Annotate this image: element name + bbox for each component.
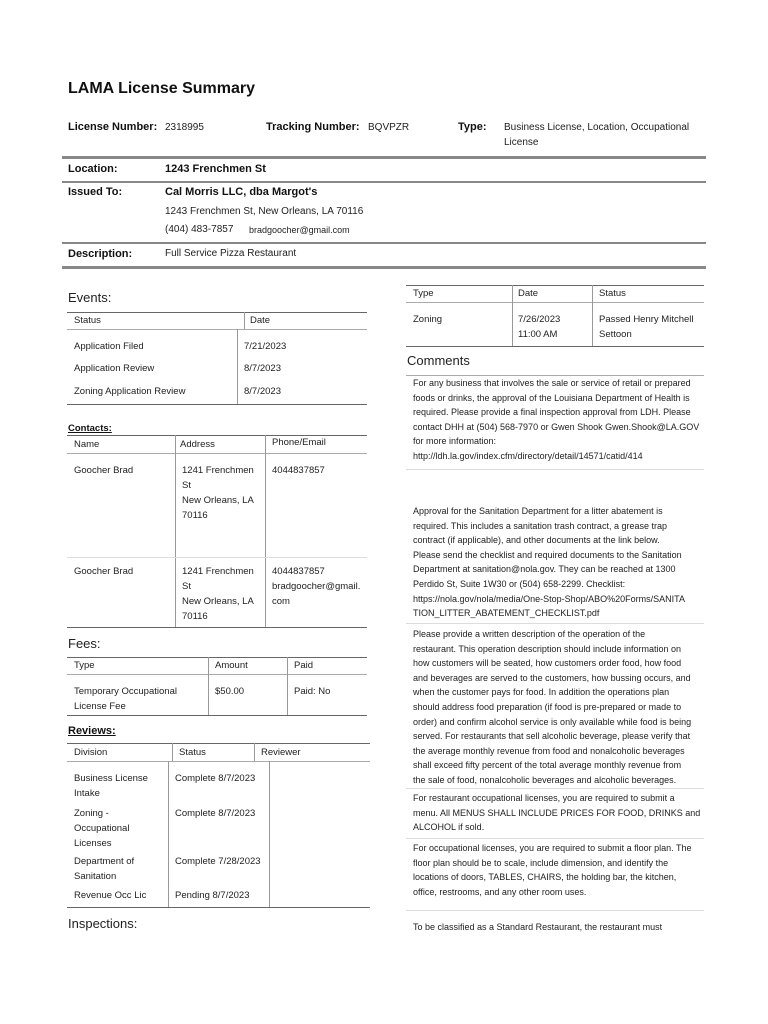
comment-menu: For restaurant occupational licenses, you are required to submit a menu. All MENUS SHALL INCLUDE PRICES FOR FOOD, DRINKS and ALCOHOL if sold. bbox=[413, 793, 701, 833]
page-title: LAMA License Summary bbox=[68, 80, 256, 97]
table-cell: 4044837857 bbox=[272, 465, 325, 476]
table-cell: 1241 Frenchmen bbox=[182, 566, 254, 577]
table-row: Application Review bbox=[74, 363, 155, 374]
events-header-date: Date bbox=[250, 315, 271, 326]
reviews-heading: Reviews: bbox=[68, 725, 116, 737]
events-heading: Events: bbox=[68, 290, 112, 305]
table-cell: 1241 Frenchmen bbox=[182, 465, 254, 476]
issued-to-address: 1243 Frenchmen St, New Orleans, LA 70116 bbox=[165, 206, 364, 217]
inspections-header-status: Status bbox=[599, 288, 626, 299]
table-cell: Temporary Occupational bbox=[74, 686, 177, 697]
fees-header-amount: Amount bbox=[215, 660, 248, 671]
location-label: Location: bbox=[68, 163, 118, 175]
table-cell: Licenses bbox=[74, 838, 112, 849]
divider bbox=[62, 156, 706, 159]
table-cell: St bbox=[182, 480, 191, 491]
reviews-header-division: Division bbox=[74, 747, 108, 758]
issued-to-label: Issued To: bbox=[68, 186, 123, 198]
fees-heading: Fees: bbox=[68, 636, 101, 651]
table-cell: 8/7/2023 bbox=[244, 363, 281, 374]
table-cell: Sanitation bbox=[74, 871, 117, 882]
description-label: Description: bbox=[68, 248, 133, 260]
table-cell: License Fee bbox=[74, 701, 126, 712]
table-cell: Business License bbox=[74, 773, 148, 784]
reviews-header-status: Status bbox=[179, 747, 206, 758]
inspections-header-type: Type bbox=[413, 288, 434, 299]
divider bbox=[62, 181, 706, 183]
table-cell: 11:00 AM bbox=[518, 329, 558, 340]
table-cell: Zoning - bbox=[74, 808, 109, 819]
divider bbox=[62, 242, 706, 244]
table-row bbox=[74, 684, 177, 714]
comment-sanitation: Approval for the Sanitation Department for a litter abatement is required. This includes a sanitation trash contract, a grease trap contract (if applicable), and other documents at the link below. Please send the checklist and required documents to the Sanitation Department at sanitation@nola.gov. They can be reached at 1300 Perdido St, Suite 1W30 or (504) 658-2299. Checklist: https://nola.gov/nola/media/One-Stop-Shop/ABO%20Forms/SANITA TION_LITTER_ABATEMENT_CHECKLIST.pdf bbox=[413, 506, 685, 619]
type-label: Type: bbox=[458, 121, 487, 133]
table-cell: Pending 8/7/2023 bbox=[175, 890, 250, 901]
contacts-header-name: Name bbox=[74, 439, 100, 450]
table-row: Goocher Brad bbox=[74, 465, 134, 476]
comment-floor-plan: For occupational licenses, you are required to submit a floor plan. The floor plan should be to scale, include dimension, and identify the locations of doors, TABLES, CHAIRS, the holding bar, the kitchen, office, restrooms, and any other room uses. bbox=[413, 843, 692, 897]
table-row: Zoning Application Review bbox=[74, 386, 186, 397]
contacts-heading: Contacts: bbox=[68, 423, 112, 434]
table-row: Application Filed bbox=[74, 341, 144, 352]
table-row: Revenue Occ Lic bbox=[74, 890, 147, 901]
table-cell: Complete 8/7/2023 bbox=[175, 773, 256, 784]
table-cell: Passed Henry Mitchell bbox=[599, 314, 694, 325]
contacts-header-phone: Phone/Email bbox=[272, 437, 326, 448]
table-cell: Occupational bbox=[74, 823, 130, 834]
issued-to-name: Cal Morris LLC, dba Margot's bbox=[165, 186, 318, 198]
issued-to-email: bradgoocher@gmail.com bbox=[249, 225, 350, 235]
inspections-header-date: Date bbox=[518, 288, 539, 299]
table-cell: 7/26/2023 bbox=[518, 314, 561, 325]
fees-header-paid: Paid bbox=[294, 660, 314, 671]
table-row: Goocher Brad bbox=[74, 566, 134, 577]
fees-header-type: Type bbox=[74, 660, 95, 671]
table-row bbox=[74, 806, 129, 851]
table-cell bbox=[182, 463, 254, 523]
table-cell: $50.00 bbox=[215, 686, 245, 697]
table-cell: 7/21/2023 bbox=[244, 341, 287, 352]
table-cell: com bbox=[272, 596, 290, 607]
location-value: 1243 Frenchmen St bbox=[165, 163, 266, 175]
license-number-label: License Number: bbox=[68, 121, 158, 133]
table-cell: Complete 7/28/2023 bbox=[175, 856, 261, 867]
type-value-line1: Business License, Location, Occupational bbox=[504, 122, 690, 133]
reviews-header-reviewer: Reviewer bbox=[261, 747, 301, 758]
table-cell: bradgoocher@gmail. bbox=[272, 581, 361, 592]
table-cell: Settoon bbox=[599, 329, 632, 340]
table-cell: 8/7/2023 bbox=[244, 386, 281, 397]
table-cell: St bbox=[182, 581, 191, 592]
table-cell: Complete 8/7/2023 bbox=[175, 808, 256, 819]
divider bbox=[62, 266, 706, 269]
table-cell: Department of bbox=[74, 856, 135, 867]
table-cell: New Orleans, LA bbox=[182, 495, 254, 506]
table-row bbox=[74, 771, 148, 801]
description-value: Full Service Pizza Restaurant bbox=[165, 248, 297, 259]
table-cell: Paid: No bbox=[294, 686, 331, 697]
contacts-header-address: Address bbox=[180, 439, 215, 450]
table-cell: New Orleans, LA bbox=[182, 596, 254, 607]
comment-standard-restaurant: To be classified as a Standard Restaurant, the restaurant must bbox=[413, 922, 663, 932]
tracking-number-value: BQVPZR bbox=[368, 122, 410, 133]
table-row: Zoning bbox=[413, 314, 443, 325]
inspections-heading: Inspections: bbox=[68, 916, 138, 931]
license-number-value: 2318995 bbox=[165, 122, 204, 133]
issued-to-phone: (404) 483-7857 bbox=[165, 224, 234, 235]
comment-operations: Please provide a written description of the operation of the restaurant. This operation description should include information on how customers will be seated, how customers order food, how food and beverages are served to the customers, how bussing occurs, and when the customer pays for food. In addition the operations plan should address food preparation (if food is pre-prepared or made to order) and confirm alcohol service is only available while food is being served. For restaurants that sell alcoholic beverage, please verify that the average monthly revenue from food and nonalcoholic beverages shall exceed fifty percent of the total average monthly revenue from the sale of food, nonalcoholic beverages and alcoholic beverages. bbox=[413, 629, 692, 785]
table-cell: 70116 bbox=[182, 611, 208, 622]
tracking-number-label: Tracking Number: bbox=[266, 121, 360, 133]
comments-heading: Comments bbox=[407, 353, 470, 368]
events-header-status: Status bbox=[74, 315, 101, 326]
table-cell: 4044837857 bbox=[272, 566, 325, 577]
table-cell: Intake bbox=[74, 788, 100, 799]
type-value-line2: License bbox=[504, 137, 539, 148]
table-cell: 70116 bbox=[182, 510, 208, 521]
table-row bbox=[74, 854, 134, 884]
comment-ldh: For any business that involves the sale or service of retail or prepared foods or drinks, the approval of the Louisiana Department of Health is required. Please provide a final inspection approval from LDH. Please contact DHH at (504) 568-7970 or Gwen Shook Gwen.Shook@LA.GOV for more information: http://ldh.la.gov/index.cfm/directory/detail/14571/catid/414 bbox=[413, 378, 700, 461]
